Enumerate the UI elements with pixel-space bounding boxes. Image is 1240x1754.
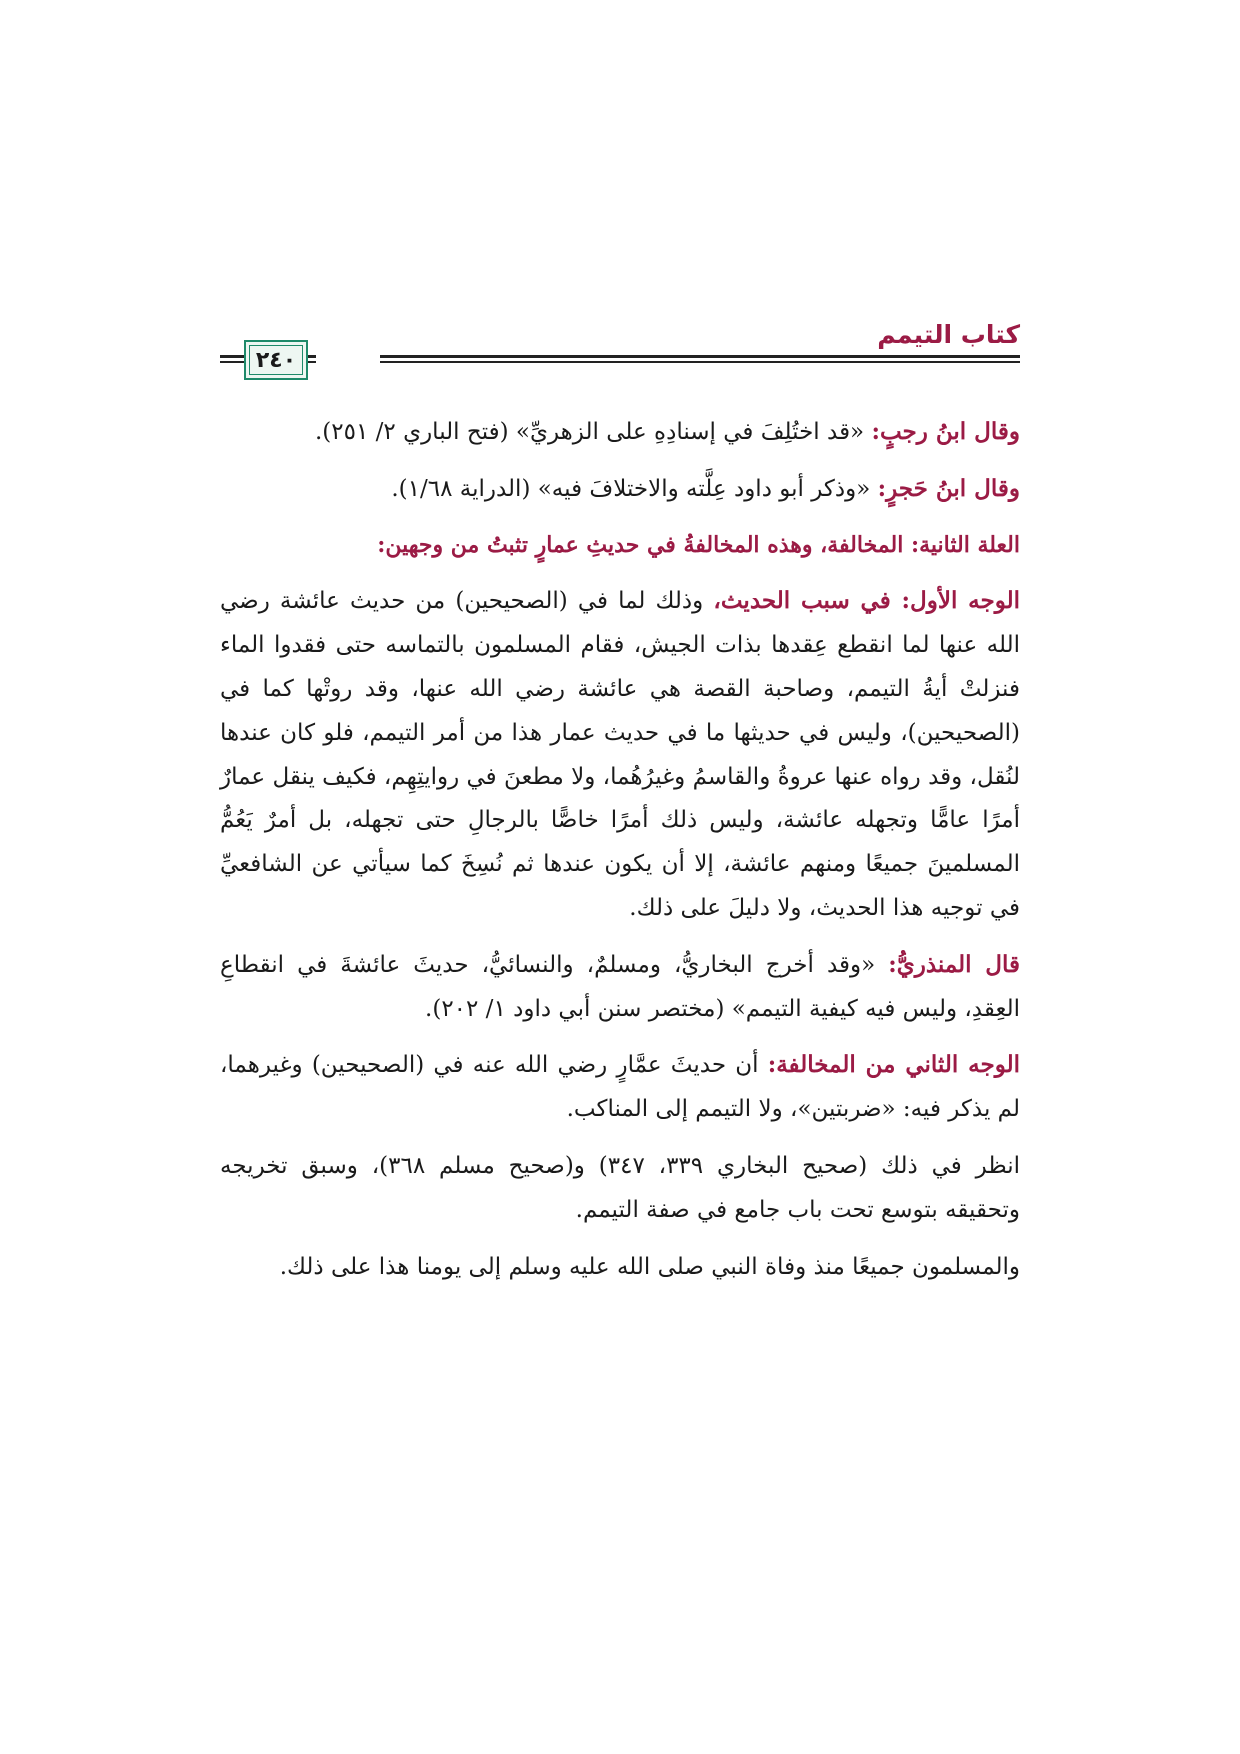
paragraph (220, 467, 1020, 512)
paragraph-lead: وقال ابنُ رجبٍ: (871, 418, 1020, 445)
paragraph (220, 1043, 1020, 1132)
paragraph-lead: قال المنذريُّ: (888, 950, 1020, 978)
paragraph-text: انظر في ذلك (صحيح البخاري ٣٣٩، ٣٤٧) و(صحيح مسلم ٣٦٨)، وسبق تخريجه وتحقيقه بتوسع تحت باب جامع في صفة التيمم. (220, 1152, 1020, 1223)
paragraph (220, 410, 1020, 455)
header-rule (380, 355, 1020, 358)
page-body (220, 410, 1020, 1289)
paragraph-lead: الوجه الثاني من المخالفة: (767, 1051, 1020, 1079)
section-heading: العلة الثانية: المخالفة، وهذه المخالفةُ في حديثِ عمارٍ تثبتُ من وجهين: (377, 531, 1020, 558)
page-number-badge (244, 340, 308, 380)
page-number: ٢٤٠ (255, 347, 297, 373)
paragraph-lead: وقال ابنُ حَجرٍ: (877, 474, 1020, 502)
paragraph (220, 1245, 1020, 1290)
paragraph-text: «وذكر أبو داود عِلَّته والاختلافَ فيه» (الدراية ١/٦٨). (391, 475, 878, 502)
paragraph-text: أن حديثَ عمَّارٍ رضي الله عنه في (الصحيحين) وغيرهما، لم يذكر فيه: «ضربتين»، ولا التيمم إلى المناكب. (220, 1052, 1020, 1123)
paragraph-text: والمسلمون جميعًا منذ وفاة النبي صلى الله عليه وسلم إلى يومنا هذا على ذلك. (279, 1253, 1020, 1280)
page-header (220, 318, 1020, 378)
paragraph-text: وذلك لما في (الصحيحين) من حديث عائشة رضي الله عنها لما انقطع عِقدها بذات الجيش، فقام المسلمون بالتماسه حتى فقدوا الماء فنزلتْ أيةُ التيمم، وصاحبة القصة هي عائشة رضي الله عنها، وقد روتْها كما في (الصحيحين)، وليس في حديثها ما في حديث عمار هذا من أمر التيمم، فلو كان عندها لنُقل، وقد رواه عنها عروةُ والقاسمُ وغيرُهُما، ولا مطعنَ في روايتِهِم، فكيف ينقل عمارٌ أمرًا عامًّا وتجهله عائشة، وليس ذلك أمرًا خاصًّا بالرجالِ حتى تجهله، بل أمرٌ يَعُمُّ المسلمينَ جميعًا ومنهم عائشة، إلا أن يكون عندها ثم نُسِخَ كما سيأتي عن الشافعيِّ في توجيه هذا الحديث، ولا دليلَ على ذلك. (220, 588, 1020, 921)
paragraph-lead: الوجه الأول: في سبب الحديث، (713, 587, 1020, 615)
paragraph-text: «قد اختُلِفَ في إسنادِهِ على الزهريِّ» (فتح الباري ٢/ ٢٥١). (314, 419, 872, 445)
chapter-title: كتاب التيمم (877, 320, 1020, 349)
paragraph (220, 524, 1020, 568)
paragraph-text: «وقد أخرج البخاريُّ، ومسلمٌ، والنسائيُّ، حديثَ عائشةَ في انقطاعِ العِقدِ، وليس فيه كيفية التيمم» (مختصر سنن أبي داود ١/ ٢٠٢). (220, 951, 1020, 1022)
header-rule (380, 361, 1020, 363)
paragraph (220, 579, 1020, 930)
paragraph (220, 1144, 1020, 1233)
paragraph (220, 943, 1020, 1032)
